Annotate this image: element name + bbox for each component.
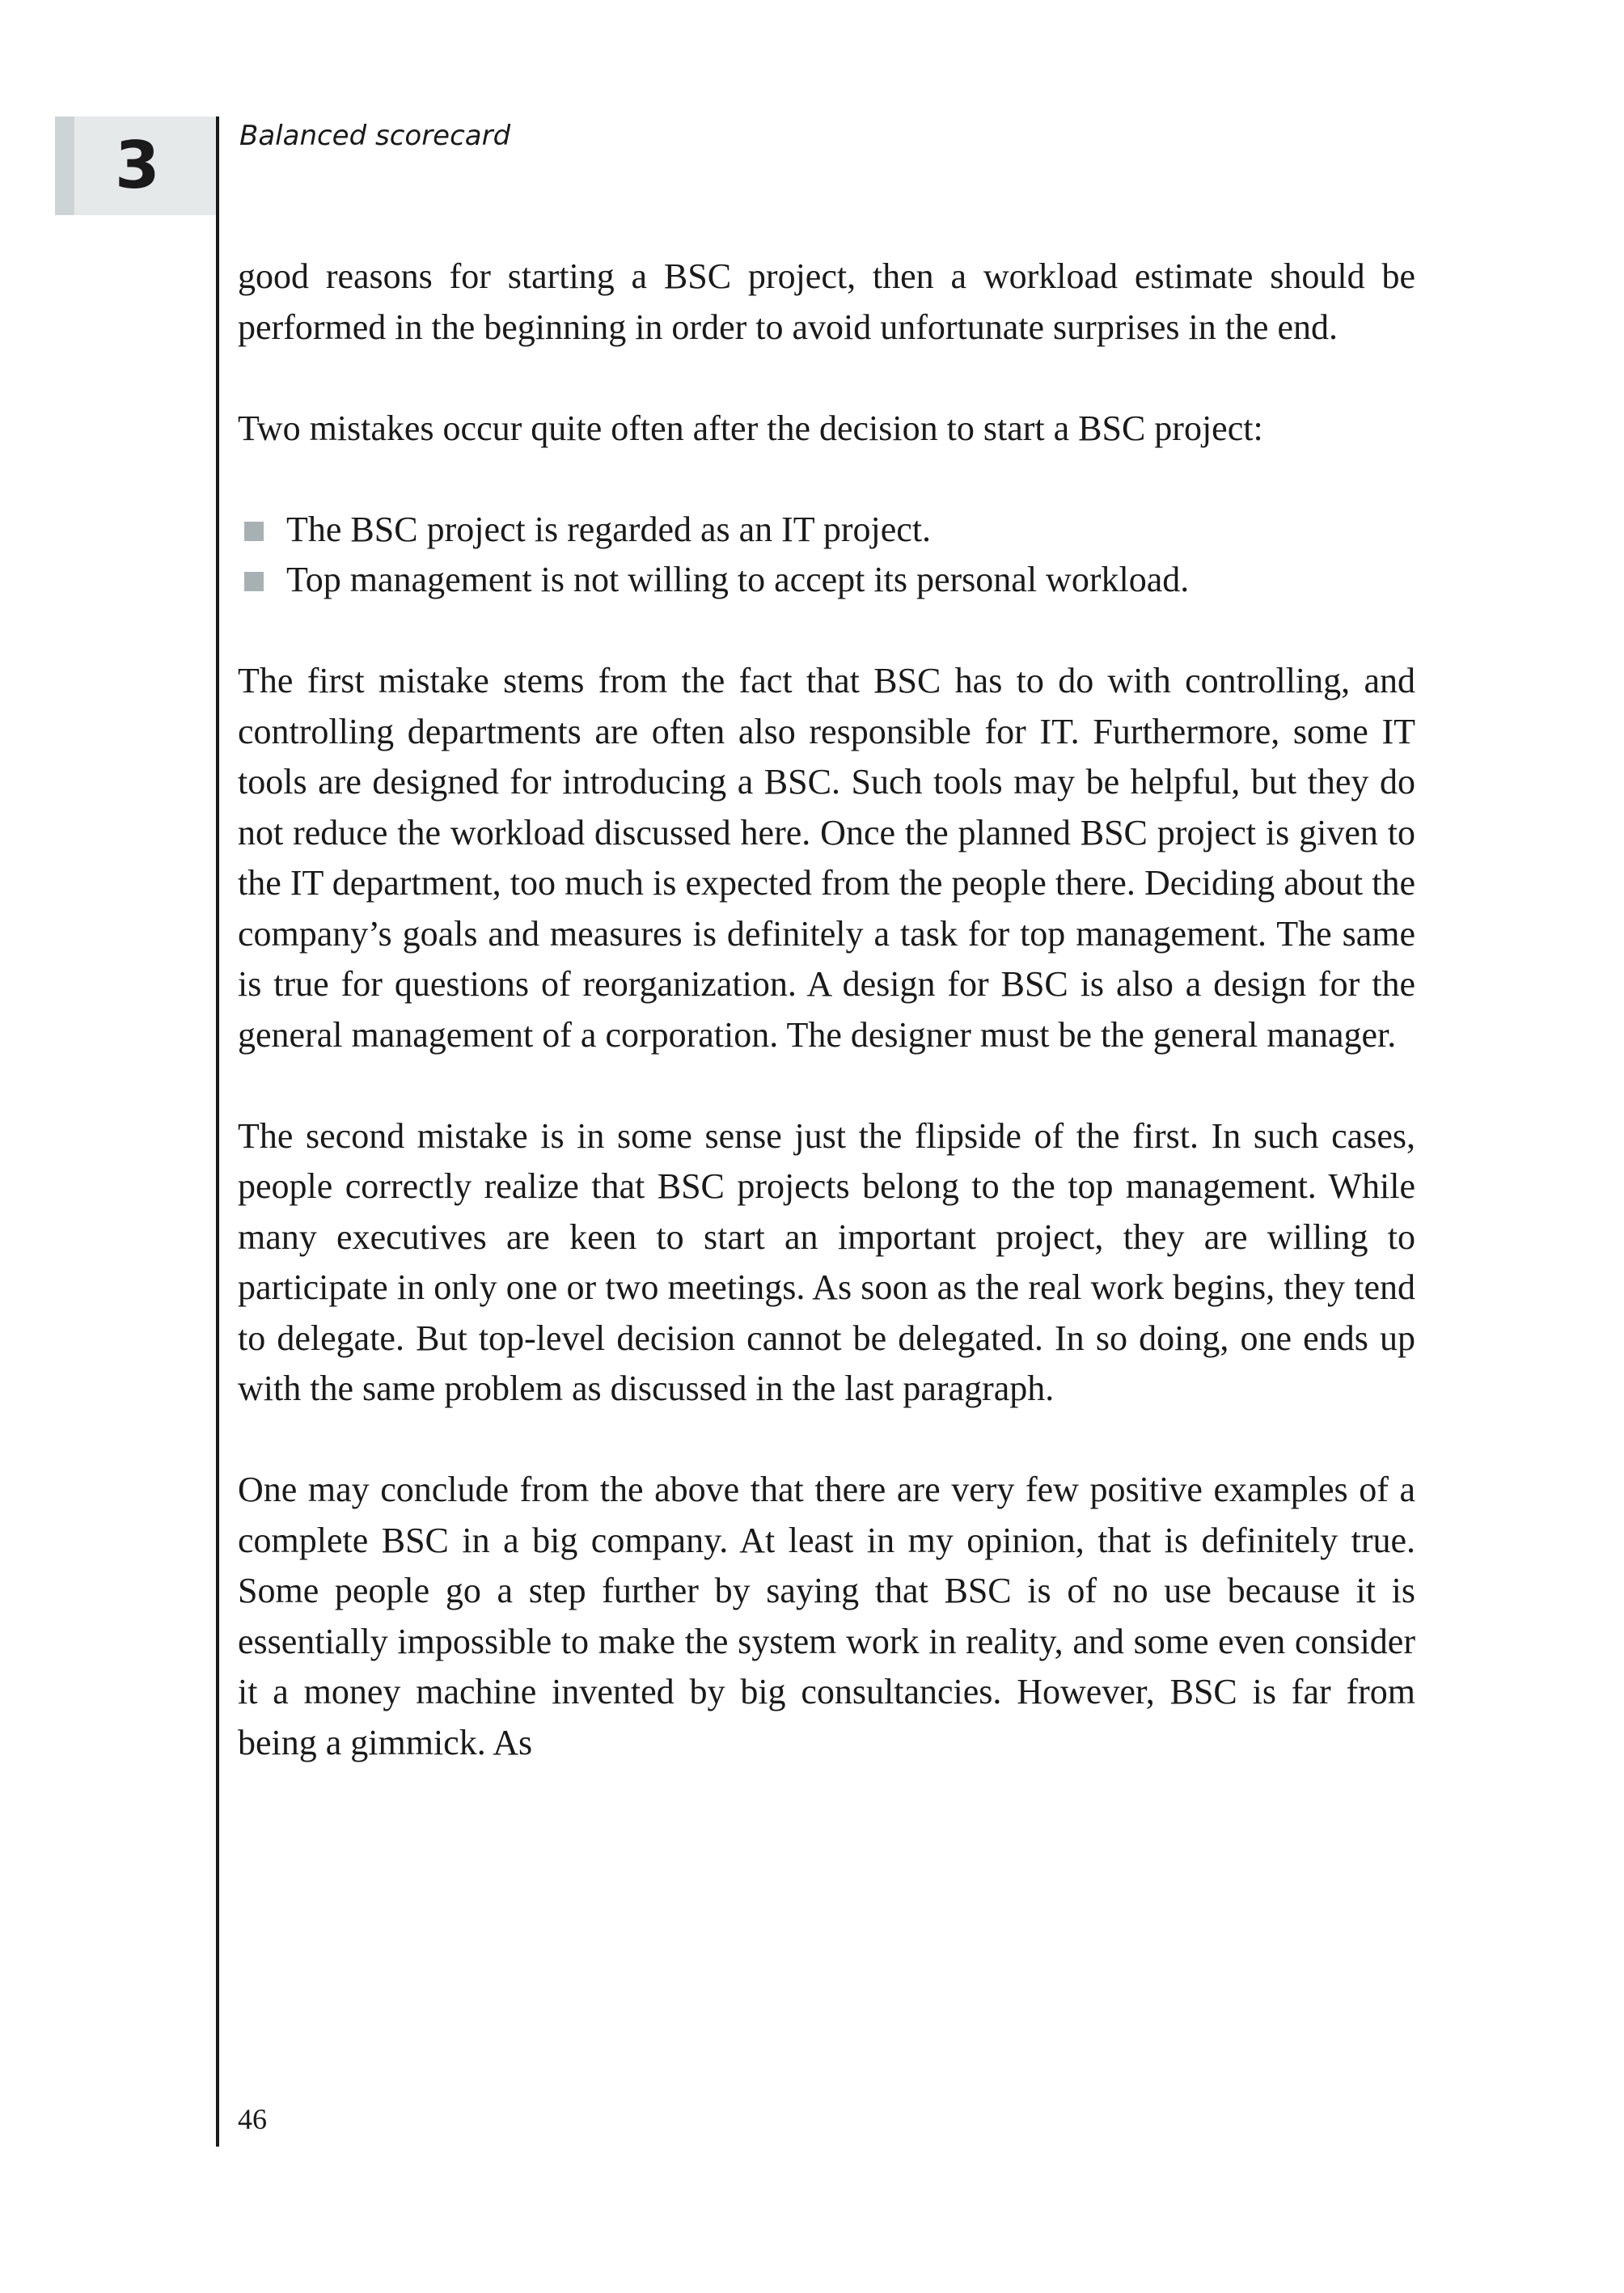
paragraph: The first mistake stems from the fact that BSC has to do with controlling, and controlling departments are often also responsible for IT. Furthermore, some IT tools are designed for introducing a BSC. Such tools may be helpful, but they do not reduce the workload discussed here. Once the planned BSC project is given to the IT department, too much is expected from the people there. Deciding about the company’s goals and measures is definitely a task for top management. The same is true for questions of reorganization. A design for BSC is also a design for the general management of a corporation. The designer must be the general manager. xyxy=(238,661,1415,1055)
chapter-number: 3 xyxy=(115,128,160,203)
paragraph: Two mistakes occur quite often after the decision to start a BSC project: xyxy=(238,408,1263,448)
chapter-tab-accent xyxy=(55,116,74,215)
list-item xyxy=(238,555,1415,606)
list-item-text: Top management is not willing to accept its personal workload. xyxy=(286,560,1190,599)
running-header: Balanced scorecard xyxy=(239,120,511,152)
body-text xyxy=(238,252,1415,1819)
square-bullet-icon xyxy=(244,572,264,591)
paragraph: good reasons for starting a BSC project, then a workload estimate should be performed in the beginning in order to avoid unfortunate surprises in the end. xyxy=(238,256,1415,347)
page-number: 46 xyxy=(238,2103,267,2135)
list-item xyxy=(238,505,1415,556)
margin-rule xyxy=(216,116,219,2147)
bullet-list xyxy=(238,505,1415,606)
list-item-text: The BSC project is regarded as an IT project. xyxy=(286,509,932,549)
square-bullet-icon xyxy=(244,522,264,541)
paragraph: One may conclude from the above that there are very few positive examples of a complete BSC in a big company. At least in my opinion, that is definitely true. Some people go a step further by saying that BSC is of no use because it is essentially impossible to make the system work in reality, and some even consider it a money machine invented by big consultancies. However, BSC is far from being a gimmick. As xyxy=(238,1470,1415,1762)
paragraph: The second mistake is in some sense just the flipside of the first. In such cases, people correctly realize that BSC projects belong to the top management. While many executives are keen to start an important project, they are willing to participate in only one or two meetings. As soon as the real work begins, they tend to delegate. But top-level decision cannot be delegated. In so doing, one ends up with the same problem as discussed in the last paragraph. xyxy=(238,1115,1415,1408)
